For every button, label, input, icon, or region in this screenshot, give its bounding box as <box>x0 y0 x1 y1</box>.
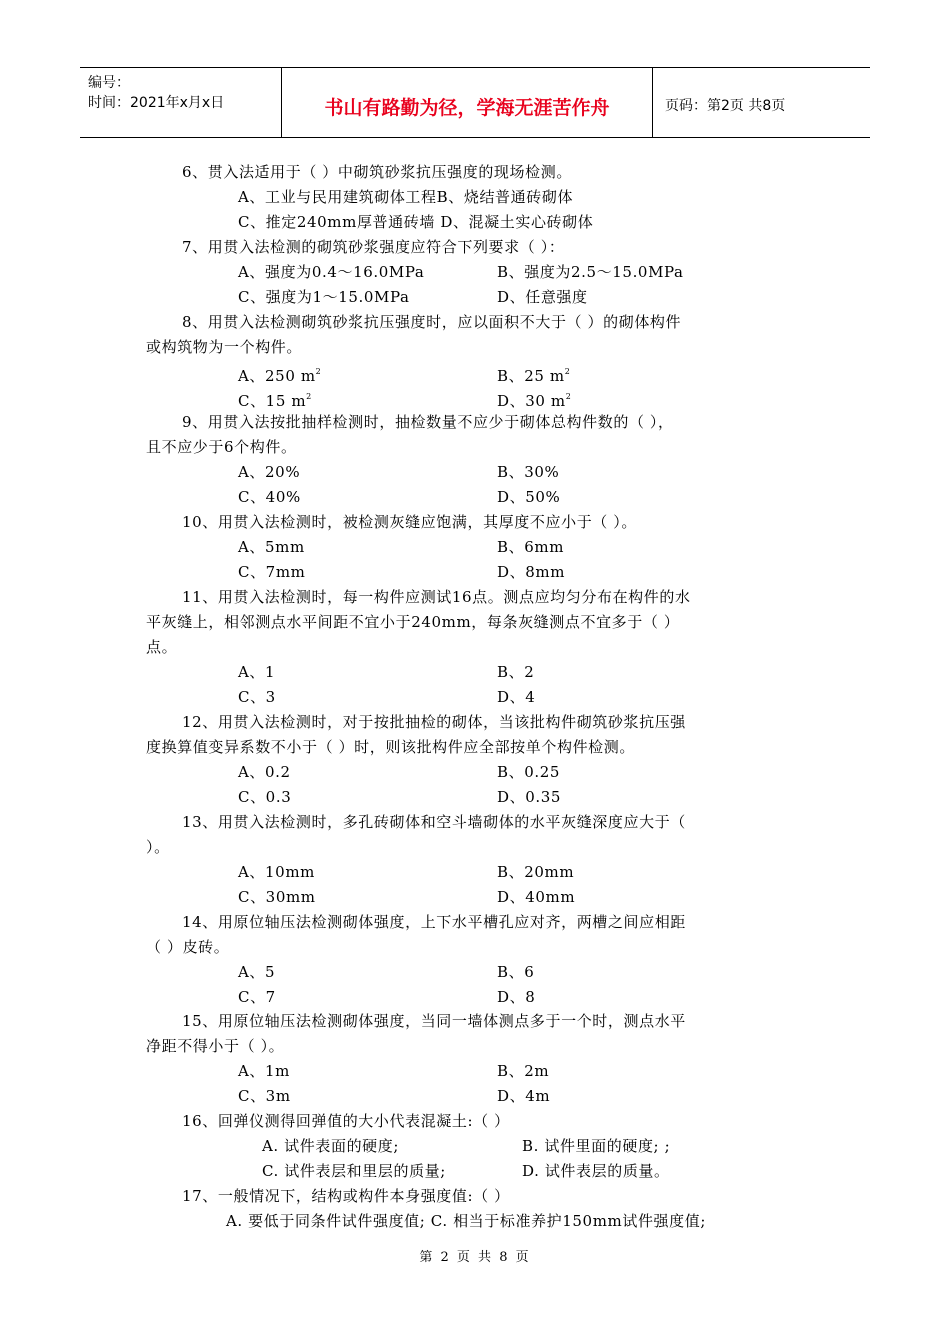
option-d: D、任意强度 <box>497 288 588 306</box>
option-a: A、1 <box>238 663 276 681</box>
option-b: B、30% <box>497 463 560 481</box>
option-b: B、2m <box>497 1062 550 1080</box>
option-c: C、7mm <box>238 563 306 581</box>
question-7: 7、用贯入法检测的砌筑砂浆强度应符合下列要求（ ）： <box>182 238 565 256</box>
question-12: 12、用贯入法检测时，对于按批抽检的砌体，当该批构件砌筑砂浆抗压强 <box>182 713 686 731</box>
header-motto-cell <box>282 68 653 137</box>
superscript: 2 <box>565 392 571 401</box>
option-c: C、30mm <box>238 888 316 906</box>
option-d: D、8mm <box>497 563 566 581</box>
option-d: D、4 <box>497 688 536 706</box>
question-14-cont: （ ）皮砖。 <box>146 938 230 956</box>
option-a: A、1m <box>238 1062 290 1080</box>
option-d: D、8 <box>497 988 536 1006</box>
option-text: C、15 m <box>238 392 307 410</box>
question-15-cont: 净距不得小于（ ）。 <box>146 1037 285 1055</box>
option-a: A、20% <box>238 463 301 481</box>
option-line: A、工业与民用建筑砌体工程B、烧结普通砖砌体 <box>238 188 574 206</box>
question-11-cont: 点。 <box>146 638 178 656</box>
option-d: D、50% <box>497 488 561 506</box>
option-a: A、5mm <box>238 538 305 556</box>
question-11: 11、用贯入法检测时，每一构件应测试16点。测点应均匀分布在构件的水 <box>182 588 691 606</box>
option-b: B、6mm <box>497 538 565 556</box>
serial-number-label: 编号： <box>88 75 130 91</box>
option-b: B、2 <box>497 663 535 681</box>
option-a: A、5 <box>238 963 276 981</box>
option-c: C. 试件表层和里层的质量; <box>262 1162 446 1180</box>
option-d <box>497 387 571 411</box>
motto: 书山有路勤为径，学海无涯苦作舟 <box>324 97 610 119</box>
option-a: A、强度为0.4～16.0MPa <box>238 263 425 281</box>
question-17: 17、一般情况下，结构或构件本身强度值:（ ） <box>182 1187 510 1205</box>
question-13-cont: ）。 <box>146 838 170 856</box>
option-d: D. 试件表层的质量。 <box>522 1162 670 1180</box>
option-b: B、6 <box>497 963 535 981</box>
option-c <box>238 387 311 411</box>
question-6: 6、贯入法适用于（ ）中砌筑砂浆抗压强度的现场检测。 <box>182 163 572 181</box>
option-c: C、0.3 <box>238 788 292 806</box>
option-text: A、250 m <box>238 367 316 385</box>
option-a: A. 试件表面的硬度; <box>262 1137 400 1155</box>
option-d: D、40mm <box>497 888 576 906</box>
question-9: 9、用贯入法按批抽样检测时，抽检数量不应少于砌体总构件数的（ ）， <box>182 413 674 431</box>
question-11-cont: 平灰缝上，相邻测点水平间距不宜小于240mm，每条灰缝测点不宜多于（ ） <box>146 613 680 631</box>
question-16: 16、回弹仪测得回弹值的大小代表混凝土:（ ） <box>182 1112 510 1130</box>
question-9-cont: 且不应少于6个构件。 <box>146 438 297 456</box>
option-a: A、10mm <box>238 863 315 881</box>
question-8: 8、用贯入法检测砌筑砂浆抗压强度时，应以面积不大于（ ）的砌体构件 <box>182 313 682 331</box>
option-d: D、0.35 <box>497 788 562 806</box>
option-text: D、30 m <box>497 392 566 410</box>
question-8-cont: 或构筑物为一个构件。 <box>146 338 303 356</box>
option-c: C、强度为1～15.0MPa <box>238 288 410 306</box>
question-14: 14、用原位轴压法检测砌体强度，上下水平槽孔应对齐，两槽之间应相距 <box>182 913 686 931</box>
option-c: C、3 <box>238 688 276 706</box>
option-b: B、20mm <box>497 863 575 881</box>
page-header <box>80 67 870 138</box>
option-c: C、7 <box>238 988 276 1006</box>
option-d: D、4m <box>497 1087 551 1105</box>
question-15: 15、用原位轴压法检测砌体强度，当同一墙体测点多于一个时，测点水平 <box>182 1012 686 1030</box>
option-a: A、0.2 <box>238 763 291 781</box>
option-b: B、强度为2.5～15.0MPa <box>497 263 684 281</box>
option-c: C、40% <box>238 488 301 506</box>
date-label: 时间：2021年x月x日 <box>88 95 225 111</box>
option-b: B、0.25 <box>497 763 561 781</box>
superscript: 2 <box>306 392 312 401</box>
header-page-cell <box>653 68 870 137</box>
superscript: 2 <box>564 367 570 376</box>
header-meta-cell <box>80 68 282 137</box>
question-12-cont: 度换算值变异系数不小于（ ）时，则该批构件应全部按单个构件检测。 <box>146 738 635 756</box>
option-line: A. 要低于同条件试件强度值; C. 相当于标准养护150mm试件强度值; <box>226 1212 707 1230</box>
question-10: 10、用贯入法检测时，被检测灰缝应饱满，其厚度不应小于（ ）。 <box>182 513 637 531</box>
option-b: B. 试件里面的硬度; ; <box>522 1137 671 1155</box>
option-c: C、3m <box>238 1087 291 1105</box>
option-a <box>238 362 321 386</box>
option-text: B、25 m <box>497 367 565 385</box>
page-footer: 第 2 页 共 8 页 <box>419 1250 531 1265</box>
option-b <box>497 362 570 386</box>
question-13: 13、用贯入法检测时，多孔砖砌体和空斗墙砌体的水平灰缝深度应大于（ <box>182 813 686 831</box>
page-info: 页码：第2页 共8页 <box>665 98 786 114</box>
superscript: 2 <box>315 367 321 376</box>
option-line: C、推定240mm厚普通砖墙 D、混凝土实心砖砌体 <box>238 213 594 231</box>
